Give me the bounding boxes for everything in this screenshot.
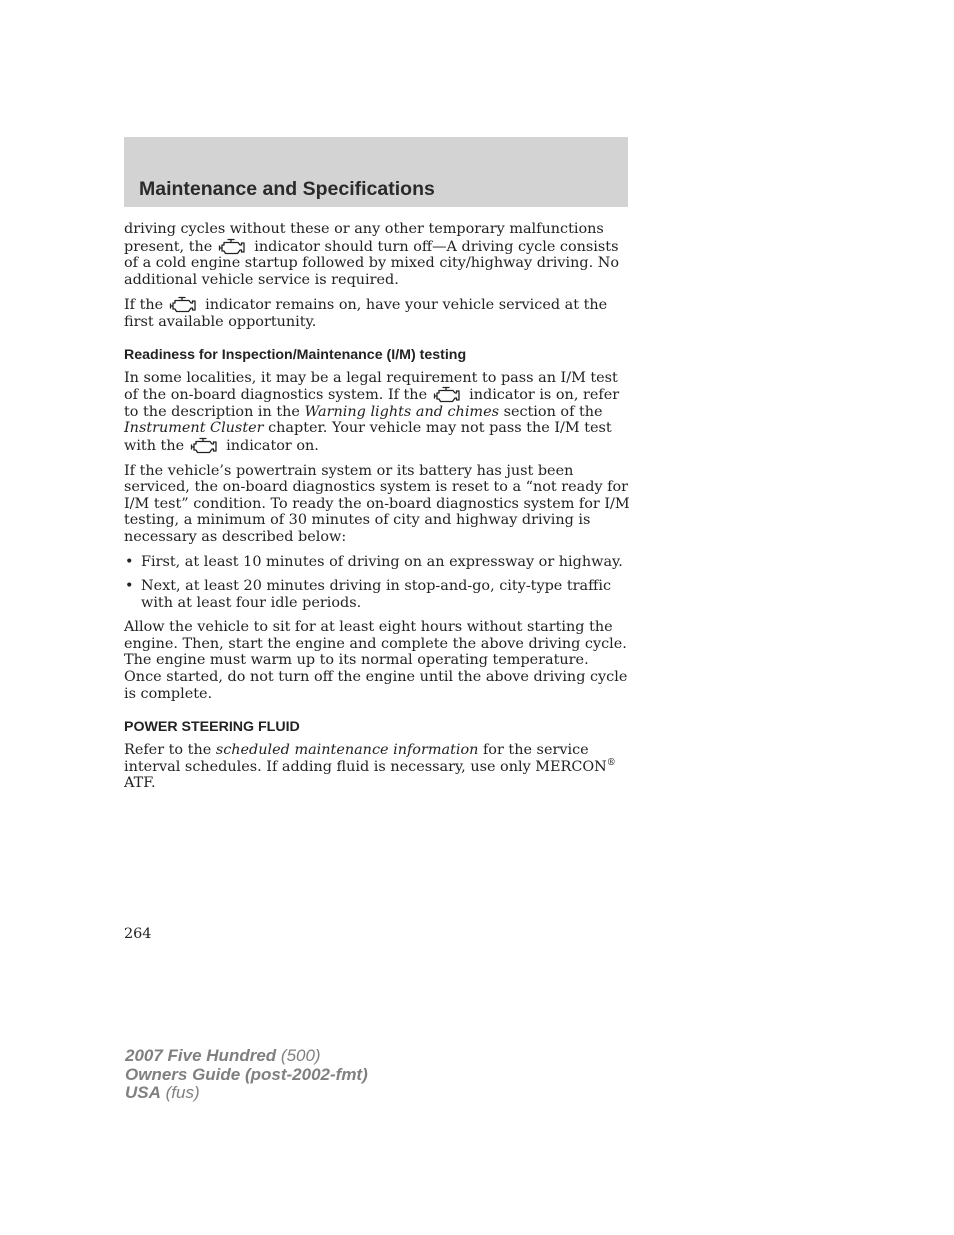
driving-steps-list [124, 554, 630, 612]
check-engine-icon [169, 296, 197, 313]
footer-line-guide: Owners Guide (post-2002-fmt) [125, 1064, 368, 1084]
section-header-band [124, 137, 628, 207]
page-number: 264 [124, 926, 152, 942]
reference-warning-lights: Warning lights and chimes [304, 403, 499, 420]
check-engine-icon [433, 386, 461, 403]
check-engine-icon [218, 238, 246, 255]
section-title: Maintenance and Specifications [139, 178, 435, 200]
bullet: • [125, 578, 134, 595]
list-item: • Next, at least 20 minutes driving in stop-and-go, city-type traffic with at least four idle periods. [125, 578, 612, 611]
heading-readiness: Readiness for Inspection/Maintenance (I/M) testing [124, 346, 467, 363]
check-engine-icon [190, 437, 218, 454]
paragraph-allow-vehicle-sit: Allow the vehicle to sit for at least eight hours without starting the engine. Then, start the engine and complete the above driving cycle. The engine must warm up to its normal operating temperature. Once started, do not turn off the engine until the above driving cycle is complete. [124, 619, 628, 702]
paragraph-im-test: In some localities, it may be a legal requirement to pass an I/M test of the on-board diagnostics system. If the indicator is on, refer to the description in the Warning lights and chimes section of the Instrument Cluster chapter. Your vehicle may not pass the I/M test with the indicator on. [124, 369, 620, 454]
reference-instrument-cluster: Instrument Cluster [124, 420, 264, 437]
list-item: • First, at least 10 minutes of driving on an expressway or highway. [125, 553, 623, 570]
paragraph-power-steering: Refer to the scheduled maintenance information for the service interval schedules. If adding fluid is necessary, use only MERCON® ATF. [124, 742, 616, 792]
footer-line-model: 2007 Five Hundred (500) [125, 1046, 321, 1065]
bullet: • [125, 553, 134, 570]
paragraph-driving-cycles: driving cycles without these or any other temporary malfunctions present, the indicator should turn off—A driving cycle consists of a cold engine startup followed by mixed city/highway driving. No additional vehicle service is required. [124, 221, 620, 288]
footer-line-region: USA (fus) [125, 1083, 200, 1102]
paragraph-indicator-remains-on: If the indicator remains on, have your vehicle serviced at the first available opportunity. [124, 297, 608, 330]
reference-scheduled-maintenance: scheduled maintenance information [215, 742, 479, 759]
document-footer [125, 1047, 368, 1103]
registered-mark: ® [606, 758, 616, 769]
page-content [124, 221, 630, 800]
paragraph-powertrain-reset: If the vehicle’s powertrain system or its battery has just been serviced, the on-board diagnostics system is reset to a “not ready for I/M test” condition. To ready the on-board diagnostics system for I/M testing, a minimum of 30 minutes of city and highway driving is necessary as described below: [124, 462, 630, 545]
heading-power-steering: POWER STEERING FLUID [124, 719, 300, 736]
